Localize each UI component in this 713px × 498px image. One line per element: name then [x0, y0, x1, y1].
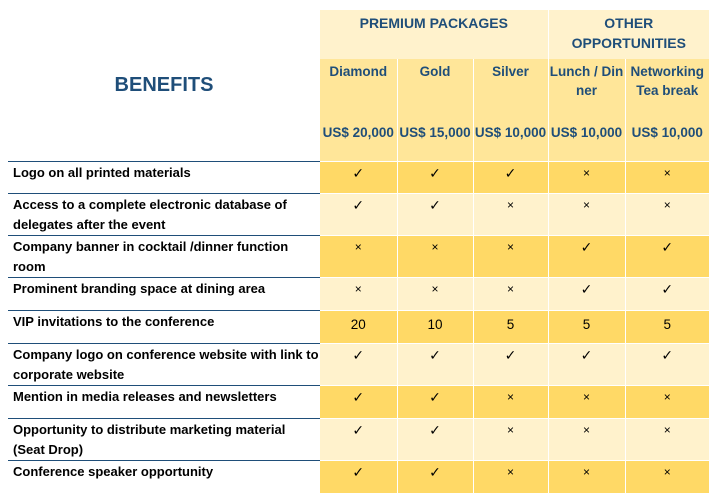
col-gold: Gold [397, 59, 473, 121]
check-icon: ✓ [397, 385, 473, 418]
cross-icon: × [473, 418, 548, 460]
col-silver: Silver [473, 59, 548, 121]
cross-icon: × [320, 235, 397, 277]
col-diamond: Diamond [320, 59, 397, 121]
cross-icon: × [625, 193, 709, 235]
check-icon: ✓ [625, 343, 709, 385]
benefit-label: Conference speaker opportunity [8, 460, 320, 493]
price-silver: US$ 10,000 [473, 121, 548, 161]
col-networking-tea-break: Networking Tea break [625, 59, 709, 121]
cross-icon: × [473, 385, 548, 418]
cross-icon: × [473, 193, 548, 235]
cross-icon: × [397, 277, 473, 310]
cross-icon: × [548, 418, 625, 460]
benefit-label: Access to a complete electronic database of delegates after the event [8, 193, 320, 235]
value-cell-gold: 10 [397, 310, 473, 343]
value-cell-silver: 5 [473, 310, 548, 343]
benefit-row-speaker-opportunity [8, 460, 709, 493]
benefit-label: Logo on all printed materials [8, 161, 320, 193]
cross-icon: × [625, 418, 709, 460]
value-cell-lunch-dinner: 5 [548, 310, 625, 343]
check-icon: ✓ [625, 235, 709, 277]
col-lunch-dinner: Lunch / Dinner [548, 59, 625, 121]
cross-icon: × [473, 277, 548, 310]
cross-icon: × [473, 460, 548, 493]
benefit-label: Prominent branding space at dining area [8, 277, 320, 310]
check-icon: ✓ [625, 277, 709, 310]
benefit-row-banner-cocktail [8, 235, 709, 277]
cross-icon: × [397, 235, 473, 277]
cross-icon: × [548, 161, 625, 193]
cross-icon: × [548, 385, 625, 418]
check-icon: ✓ [473, 161, 548, 193]
check-icon: ✓ [320, 161, 397, 193]
benefit-row-vip-invitations [8, 310, 709, 343]
benefit-label: Opportunity to distribute marketing material (Seat Drop) [8, 418, 320, 460]
check-icon: ✓ [397, 161, 473, 193]
check-icon: ✓ [548, 343, 625, 385]
benefit-row-website-logo [8, 343, 709, 385]
check-icon: ✓ [397, 460, 473, 493]
benefit-row-media-mention [8, 385, 709, 418]
check-icon: ✓ [473, 343, 548, 385]
check-icon: ✓ [397, 193, 473, 235]
check-icon: ✓ [320, 418, 397, 460]
check-icon: ✓ [397, 343, 473, 385]
price-gold: US$ 15,000 [397, 121, 473, 161]
benefit-label: Mention in media releases and newsletters [8, 385, 320, 418]
cross-icon: × [320, 277, 397, 310]
benefit-row-seat-drop [8, 418, 709, 460]
cross-icon: × [625, 460, 709, 493]
price-lunch-dinner: US$ 10,000 [548, 121, 625, 161]
benefit-label: Company logo on conference website with link to corporate website [8, 343, 320, 385]
group-premium-packages: PREMIUM PACKAGES [320, 10, 548, 59]
cross-icon: × [473, 235, 548, 277]
price-diamond: US$ 20,000 [320, 121, 397, 161]
benefits-title: BENEFITS [8, 10, 320, 161]
benefits-table [8, 10, 709, 493]
check-icon: ✓ [320, 460, 397, 493]
cross-icon: × [548, 193, 625, 235]
price-networking-tea-break: US$ 10,000 [625, 121, 709, 161]
value-cell-diamond: 20 [320, 310, 397, 343]
check-icon: ✓ [548, 235, 625, 277]
check-icon: ✓ [320, 385, 397, 418]
cross-icon: × [625, 385, 709, 418]
benefit-label: Company banner in cocktail /dinner function room [8, 235, 320, 277]
cross-icon: × [625, 161, 709, 193]
check-icon: ✓ [548, 277, 625, 310]
benefit-row-branding-dining [8, 277, 709, 310]
check-icon: ✓ [397, 418, 473, 460]
value-cell-networking: 5 [625, 310, 709, 343]
benefit-label: VIP invitations to the conference [8, 310, 320, 343]
benefit-row-database-access [8, 193, 709, 235]
cross-icon: × [548, 460, 625, 493]
check-icon: ✓ [320, 193, 397, 235]
check-icon: ✓ [320, 343, 397, 385]
benefit-row-logo-printed [8, 161, 709, 193]
group-other-opportunities: OTHER OPPORTUNITIES [548, 10, 709, 59]
